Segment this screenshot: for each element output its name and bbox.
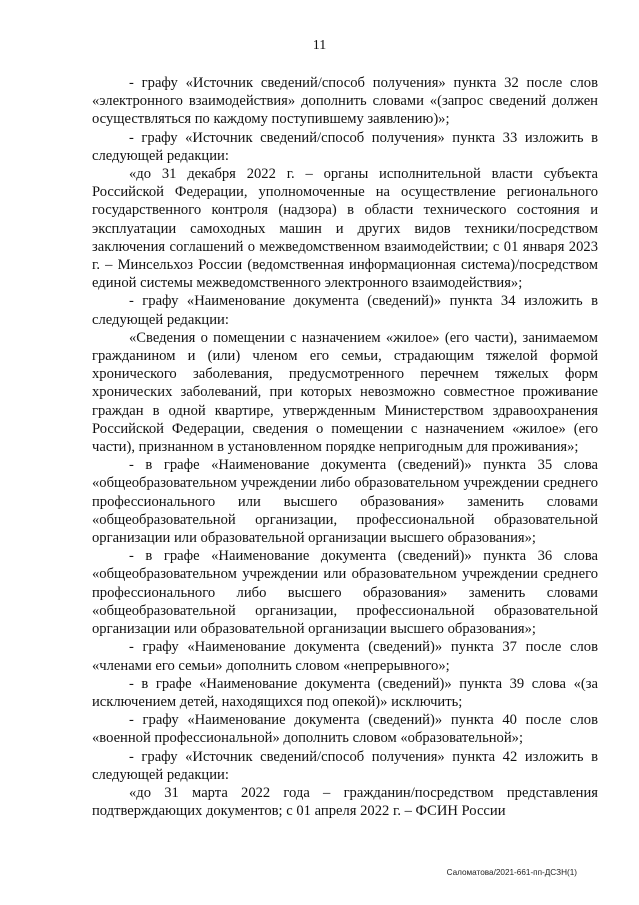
footer-document-code: Саломатова/2021-661-пп-ДСЗН(1) bbox=[446, 868, 577, 877]
paragraph: - графу «Источник сведений/способ получения» пункта 42 изложить в следующей редакции: bbox=[92, 748, 598, 783]
paragraph: - графу «Наименование документа (сведений)» пункта 37 после слов «членами его семьи» дополнить словом «непрерывного»; bbox=[92, 639, 598, 674]
paragraph: - графу «Источник сведений/способ получения» пункта 32 после слов «электронного взаимодействия» дополнить словами «(запрос сведений должен осуществляться по каждому поступившему заявлению)»; bbox=[92, 75, 598, 128]
paragraph: - графу «Источник сведений/способ получения» пункта 33 изложить в следующей редакции: bbox=[92, 129, 598, 164]
paragraph: - в графе «Наименование документа (сведений)» пункта 36 слова «общеобразовательном учреждении или образовательном учреждении среднего профессионального либо высшего образования» заменить словами «общеобразовательной организации, профессиональной образовательной организации или образовательной организации высшего образования»; bbox=[92, 548, 598, 638]
page-number: 11 bbox=[312, 38, 327, 53]
paragraph: «до 31 декабря 2022 г. – органы исполнительной власти субъекта Российской Федерации, уполномоченные на осуществление регионального государственного контроля (надзора) в области технического состояния и эксплуатации самоходных машин и других видов техники/посредством заключения соглашений о межведомственном взаимодействии; с 01 января 2023 г. – Минсельхоз России (ведомственная информационная система)/посредством единой системы межведомственного электронного взаимодействия»; bbox=[92, 166, 598, 292]
paragraph: - графу «Наименование документа (сведений)» пункта 40 после слов «военной профессиональной» дополнить словом «образовательной»; bbox=[92, 712, 598, 747]
document-body bbox=[92, 74, 598, 820]
paragraph: - в графе «Наименование документа (сведений)» пункта 35 слова «общеобразовательном учреждении либо образовательном учреждении среднего профессионального или высшего образования» заменить словами «общеобразовательной организации, профессиональной образовательной организации или образовательной организации высшего образования»; bbox=[92, 457, 598, 547]
paragraph: «до 31 марта 2022 года – гражданин/посредством представления подтверждающих документов; с 01 апреля 2022 г. – ФСИН России bbox=[92, 784, 598, 820]
paragraph: - графу «Наименование документа (сведений)» пункта 34 изложить в следующей редакции: bbox=[92, 293, 598, 328]
paragraph: - в графе «Наименование документа (сведений)» пункта 39 слова «(за исключением детей, находящихся под опекой)» исключить; bbox=[92, 675, 598, 710]
paragraph: «Сведения о помещении с назначением «жилое» (его части), занимаемом гражданином и (или) членом его семьи, страдающим тяжелой формой хронического заболевания, предусмотренного перечнем тяжелых форм хронических заболеваний, при которых невозможно совместное проживание граждан в одной квартире, утвержденным Министерством здравоохранения Российской Федерации, сведения о помещении с назначением «жилое» (его части), признанном в установленном порядке непригодным для проживания»; bbox=[92, 329, 598, 456]
